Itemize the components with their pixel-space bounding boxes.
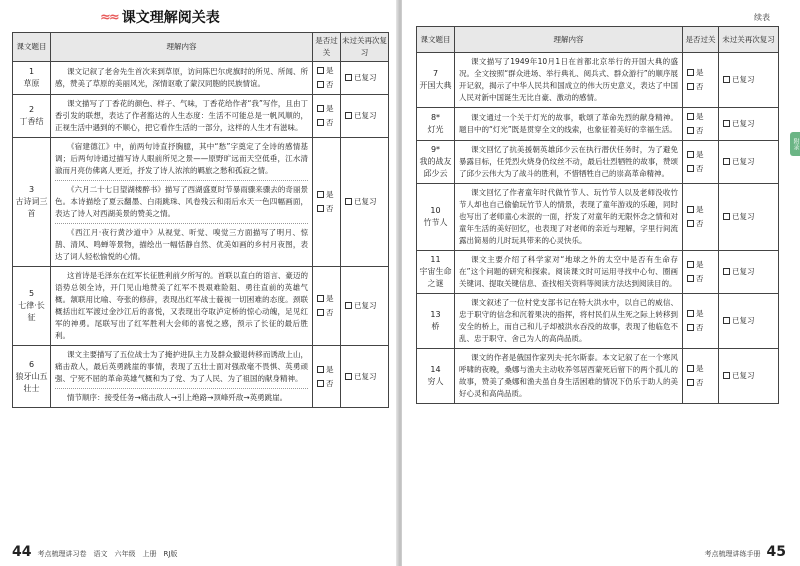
checkbox-icon[interactable]	[687, 113, 694, 120]
pass-yes-label: 是	[696, 205, 704, 214]
lesson-number: 6	[28, 359, 35, 369]
pass-yes-label: 是	[696, 364, 704, 373]
review-label: 已复习	[732, 316, 755, 325]
pass-yes-label: 是	[696, 260, 704, 269]
content-paragraph: 这首诗是毛泽东在红军长征胜利前夕所写的。首联以直白的语言、豪迈的语势总领全诗，开门见山地赞美了红军不畏艰难险阻、勇往直前的英雄气概。颔联用比喻、夸张的修辞，表现出红军战士藐视一切困难的态度。颈联概括出红军渡过金沙江后的喜悦，又表现出夺取泸定桥的惊心动魄，足见红军的神勇。尾联写出了红军胜利大会师的喜悦之感，预示了长征的最后胜利。	[55, 271, 308, 340]
table-row	[417, 294, 779, 349]
lesson-title-cell	[13, 62, 51, 95]
lesson-number: 7	[432, 69, 439, 78]
pass-yes-option[interactable]	[317, 188, 336, 202]
review-cell	[341, 346, 389, 408]
footer-text: 考点梳理讲练手册	[704, 550, 761, 558]
review-option[interactable]	[345, 109, 384, 123]
checkbox-icon[interactable]	[317, 67, 324, 74]
pass-no-label: 否	[326, 204, 334, 213]
content-cell	[455, 184, 683, 251]
pass-cell	[683, 251, 719, 294]
lesson-title-cell	[417, 53, 455, 108]
review-label: 已复习	[354, 111, 377, 120]
pass-cell	[313, 346, 341, 408]
table-row	[13, 346, 389, 408]
checkbox-icon[interactable]	[317, 191, 324, 198]
pass-yes-option[interactable]	[687, 307, 714, 321]
checkbox-icon[interactable]	[317, 366, 324, 373]
content-paragraph: 情节顺序：接受任务→痛击敌人→引上绝路→顶峰歼敌→英勇跳崖。	[55, 388, 308, 404]
lesson-number: 8*	[430, 113, 441, 122]
header-pass: 是否过关	[683, 27, 719, 53]
content-paragraph: 《西江月·夜行黄沙道中》从视觉、听觉、嗅觉三方面描写了明月、惊鹊、清风、鸣蝉等景物，描绘出一幅恬静自然、优美如画的乡村月夜图，表达了词人轻松愉悦的心情。	[55, 223, 308, 263]
review-option[interactable]	[723, 265, 774, 279]
lesson-number: 5	[28, 289, 35, 298]
pass-cell	[683, 141, 719, 184]
pass-yes-label: 是	[326, 294, 334, 303]
review-cell	[341, 138, 389, 267]
lesson-number: 3	[28, 185, 35, 194]
page-number: 44	[12, 544, 32, 560]
lesson-title-cell	[13, 267, 51, 346]
checkbox-icon[interactable]	[345, 198, 352, 205]
lesson-title: 开国大典	[419, 81, 452, 90]
pass-no-option[interactable]	[687, 376, 714, 390]
lesson-number: 10	[430, 206, 441, 215]
review-label: 已复习	[732, 75, 755, 84]
content-paragraph: 课文主要介绍了科学家对“地球之外的太空中是否有生命存在”这个问题的研究和探索。阅读课文时可运用寻找中心句、圈画关键词、提取关键信息、查找相关资料等阅读方法达到阅读目的。	[459, 255, 678, 288]
pass-yes-option[interactable]	[317, 292, 336, 306]
table-header-row	[13, 33, 389, 62]
table-row	[417, 53, 779, 108]
continued-label: 续表	[754, 13, 770, 22]
checkbox-icon[interactable]	[687, 165, 694, 172]
pass-no-label: 否	[696, 274, 704, 283]
review-option[interactable]	[723, 155, 774, 169]
pass-yes-label: 是	[696, 112, 704, 121]
pass-yes-option[interactable]	[317, 102, 336, 116]
table-row	[417, 184, 779, 251]
checkbox-icon[interactable]	[687, 379, 694, 386]
right-footer	[705, 544, 786, 560]
pass-yes-label: 是	[326, 190, 334, 199]
content-paragraph: 课文通过一个关于灯光的故事，歌颂了革命先烈的献身精神。题目中的“灯光”既是贯穿全文的线索，也象征着美好的幸福生活。	[459, 113, 678, 134]
checkbox-icon[interactable]	[317, 309, 324, 316]
pass-no-label: 否	[696, 82, 704, 91]
table-row	[417, 349, 779, 404]
review-label: 已复习	[732, 212, 755, 221]
lesson-number: 13	[430, 310, 441, 319]
checkbox-icon[interactable]	[317, 295, 324, 302]
pass-no-option[interactable]	[317, 306, 336, 320]
checkbox-icon[interactable]	[345, 74, 352, 81]
pass-no-option[interactable]	[317, 377, 336, 391]
header-title: 课文题目	[13, 33, 51, 62]
pass-no-option[interactable]	[687, 80, 714, 94]
pass-yes-option[interactable]	[317, 363, 336, 377]
table-row	[417, 108, 779, 141]
review-option[interactable]	[723, 117, 774, 131]
checkbox-icon[interactable]	[723, 372, 730, 379]
review-label: 已复习	[354, 197, 377, 206]
right-reading-table	[416, 26, 779, 404]
header-review: 未过关再次复习	[719, 27, 779, 53]
right-page	[402, 0, 800, 566]
content-paragraph: 课文描写了丁香花的颜色、样子、气味，丁香花给作者“我”写作，且由丁香引发的联想，表达了作者豁达的人生态度：生活不可能总是一帆风顺的，正视生活中遇到的不顺心，把它看作生活的一部分，这样的人生才有滋味。	[55, 99, 308, 132]
review-option[interactable]	[723, 314, 774, 328]
content-cell	[455, 108, 683, 141]
pass-no-option[interactable]	[317, 116, 336, 130]
lesson-title-cell	[417, 141, 455, 184]
checkbox-icon[interactable]	[687, 275, 694, 282]
review-option[interactable]	[345, 195, 384, 209]
pass-yes-label: 是	[326, 104, 334, 113]
checkbox-icon[interactable]	[723, 317, 730, 324]
review-cell	[341, 95, 389, 138]
pass-no-option[interactable]	[687, 162, 714, 176]
content-cell	[51, 267, 313, 346]
content-cell	[455, 251, 683, 294]
lesson-title: 灯光	[427, 125, 444, 134]
pass-no-label: 否	[326, 308, 334, 317]
checkbox-icon[interactable]	[317, 105, 324, 112]
lesson-title: 狼牙山五壮士	[15, 371, 48, 393]
content-cell	[455, 141, 683, 184]
checkbox-icon[interactable]	[723, 158, 730, 165]
content-paragraph: 课文叙述了一位村党支部书记在特大洪水中，以自己的威信、忠于职守的信念和沉着果决的指挥，将村民们从生死之际上转移到安全的桥上，而自己和儿子却被洪水吞没的故事，表现了他临危不乱、忠于职守、舍己为人的高尚品质。	[459, 298, 678, 343]
pass-no-option[interactable]	[687, 124, 714, 138]
review-cell	[719, 294, 779, 349]
checkbox-icon[interactable]	[317, 205, 324, 212]
pass-no-option[interactable]	[687, 321, 714, 335]
pass-no-option[interactable]	[317, 78, 336, 92]
header-pass: 是否过关	[313, 33, 341, 62]
checkbox-icon[interactable]	[687, 365, 694, 372]
checkbox-icon[interactable]	[687, 206, 694, 213]
left-reading-table	[12, 32, 389, 408]
review-label: 已复习	[354, 73, 377, 82]
table-title	[100, 6, 220, 28]
checkbox-icon[interactable]	[687, 261, 694, 268]
lesson-title: 古诗词三首	[15, 197, 48, 218]
review-cell	[719, 141, 779, 184]
review-cell	[719, 349, 779, 404]
pass-yes-label: 是	[696, 150, 704, 159]
table-title-text: 课文理解阅关表	[121, 10, 220, 26]
pass-yes-option[interactable]	[687, 110, 714, 124]
review-cell	[719, 53, 779, 108]
pass-no-option[interactable]	[317, 202, 336, 216]
pass-yes-option[interactable]	[687, 258, 714, 272]
lesson-title-cell	[417, 108, 455, 141]
review-option[interactable]	[723, 73, 774, 87]
lesson-title: 丁香结	[19, 117, 44, 126]
table-row	[13, 267, 389, 346]
content-paragraph: 课文主要描写了五位战士为了掩护进队主力及群众撤退转移而诱敌上山，痛击敌人，最后英勇跳崖的事情，表现了五壮士面对强敌毫不畏惧、英勇顽强、宁死不屈的革命英雄气概和为了党、为了人民、为了祖国的献身精神。	[55, 350, 308, 383]
content-paragraph: 课文回忆了作者童年时代做竹节人、玩竹节人以及老师没收竹节人却也自己偷偷玩竹节人的情景，表现了童年游戏的乐趣，同时也写出了老师童心未泯的一面，抒发了对童年的无限怀念之情和对童年生活的美好回忆，也表现了对老师的亲近与理解，字里行间流露出简易的儿时玩具带来的心灵快乐。	[459, 188, 678, 245]
content-paragraph: 《六月二十七日望湖楼醉书》描写了西湖盛夏时节暴雨骤来骤去的奇丽景色。本诗描绘了夏云翻墨、白雨跳珠、风卷残云和雨后水天一色四幅画面，表达了诗人对西湖美景的赞美之情。	[55, 180, 308, 220]
review-cell	[719, 251, 779, 294]
lesson-title: 七律·长征	[18, 301, 45, 322]
review-option[interactable]	[345, 71, 384, 85]
review-option[interactable]	[345, 370, 384, 384]
table-header-row	[417, 27, 779, 53]
checkbox-icon[interactable]	[687, 310, 694, 317]
checkbox-icon[interactable]	[723, 76, 730, 83]
header-title: 课文题目	[417, 27, 455, 53]
lesson-number: 1	[28, 67, 35, 76]
content-cell	[51, 138, 313, 267]
review-label: 已复习	[354, 301, 377, 310]
content-cell	[455, 294, 683, 349]
table-row	[13, 95, 389, 138]
pass-no-label: 否	[696, 323, 704, 332]
review-option[interactable]	[723, 210, 774, 224]
content-paragraph: 《宿建德江》中，前两句诗直抒胸臆，其中“愁”字奠定了全诗的感情基调；后两句诗通过描写诗人眼前所见之景——原野旷远而天空低垂，江水清澈而月亮仿佛离人更近，抒发了诗人浓浓的羁旅之愁和孤寂之情。	[55, 142, 308, 175]
review-option[interactable]	[345, 299, 384, 313]
side-tab-appendix[interactable]: 附录	[790, 132, 800, 156]
lesson-title-cell	[13, 346, 51, 408]
checkbox-icon[interactable]	[317, 119, 324, 126]
pass-yes-label: 是	[696, 68, 704, 77]
lesson-title: 桥	[431, 322, 440, 331]
content-cell	[51, 346, 313, 408]
content-cell	[455, 349, 683, 404]
content-paragraph: 课文回忆了抗美援朝英雄邱少云在执行潜伏任务时，为了避免暴露目标，任凭烈火烧身仍纹丝不动，最后壮烈牺牲的故事，赞颂了邱少云伟大为了战斗的胜利，不惜牺牲自己的崇高革命精神。	[459, 145, 678, 178]
pass-no-label: 否	[326, 80, 334, 89]
title-decoration-icon: ≈≈	[100, 9, 118, 25]
review-option[interactable]	[723, 369, 774, 383]
table-row	[13, 62, 389, 95]
header-content: 理解内容	[455, 27, 683, 53]
content-cell	[455, 53, 683, 108]
checkbox-icon[interactable]	[687, 324, 694, 331]
pass-cell	[313, 267, 341, 346]
content-cell	[51, 62, 313, 95]
left-page	[0, 0, 398, 566]
lesson-title: 宇宙生命之谜	[419, 267, 452, 288]
checkbox-icon[interactable]	[687, 127, 694, 134]
checkbox-icon[interactable]	[345, 302, 352, 309]
review-label: 已复习	[732, 371, 755, 380]
table-row	[417, 251, 779, 294]
lesson-number: 11	[430, 255, 441, 264]
review-cell	[719, 184, 779, 251]
lesson-title-cell	[417, 251, 455, 294]
pass-cell	[683, 53, 719, 108]
review-label: 已复习	[732, 157, 755, 166]
pass-no-label: 否	[696, 378, 704, 387]
lesson-title: 竹节人	[423, 218, 448, 227]
review-cell	[341, 62, 389, 95]
checkbox-icon[interactable]	[687, 83, 694, 90]
pass-yes-option[interactable]	[687, 148, 714, 162]
pass-yes-option[interactable]	[687, 362, 714, 376]
content-paragraph: 课文记叙了老舍先生首次来到草原，访问陈巴尔虎旗时的所见、所闻、所感，赞美了草原的美丽风光，深情讴歌了蒙汉同胞的民族情谊。	[55, 67, 308, 88]
lesson-number: 2	[28, 105, 35, 114]
pass-yes-label: 是	[696, 309, 704, 318]
footer-text: 考点梳理讲习卷 语文 六年级 上册 RJ版	[37, 550, 178, 558]
lesson-title: 草原	[23, 79, 40, 88]
pass-no-label: 否	[696, 219, 704, 228]
review-label: 已复习	[732, 119, 755, 128]
checkbox-icon[interactable]	[723, 213, 730, 220]
checkbox-icon[interactable]	[687, 220, 694, 227]
content-paragraph: 课文描写了1949年10月1日在首都北京举行的开国大典的盛况。全文按照“群众进场、举行典礼、阅兵式、群众游行”的顺序展开记叙，揭示了中华人民共和国成立的伟大历史意义，表达了中国人民对新中国诞生无比自豪、激动的感情。	[459, 57, 678, 102]
pass-no-option[interactable]	[687, 272, 714, 286]
lesson-number: 9*	[430, 145, 441, 154]
review-cell	[341, 267, 389, 346]
pass-no-label: 否	[696, 164, 704, 173]
pass-no-label: 否	[696, 126, 704, 135]
lesson-title-cell	[13, 138, 51, 267]
table-row	[13, 138, 389, 267]
checkbox-icon[interactable]	[723, 120, 730, 127]
page-number: 45	[766, 544, 786, 560]
checkbox-icon[interactable]	[687, 151, 694, 158]
pass-no-option[interactable]	[687, 217, 714, 231]
pass-cell	[683, 349, 719, 404]
content-cell	[51, 95, 313, 138]
lesson-title: 我的战友邱少云	[419, 157, 452, 178]
lesson-title-cell	[417, 294, 455, 349]
lesson-number: 14	[430, 365, 441, 374]
checkbox-icon[interactable]	[687, 69, 694, 76]
table-row	[417, 141, 779, 184]
pass-cell	[313, 138, 341, 267]
checkbox-icon[interactable]	[317, 380, 324, 387]
lesson-title-cell	[417, 349, 455, 404]
pass-cell	[683, 184, 719, 251]
pass-yes-option[interactable]	[687, 203, 714, 217]
content-paragraph: 课文的作者是俄国作家列夫·托尔斯泰。本文记叙了在一个寒风呼啸的夜晚，桑娜与渔夫主动收养邻居西蒙死后留下的两个孤儿的故事，赞美了桑娜和渔夫虽自身生活困难的情况下仍乐于助人的美好心灵和高尚品质。	[459, 353, 678, 398]
pass-yes-label: 是	[326, 364, 334, 374]
pass-yes-label: 是	[326, 66, 334, 75]
checkbox-icon[interactable]	[317, 81, 324, 88]
pass-cell	[683, 294, 719, 349]
pass-no-label: 否	[326, 378, 334, 388]
header-review: 未过关再次复习	[341, 33, 389, 62]
pass-cell	[313, 62, 341, 95]
left-footer	[12, 544, 177, 560]
review-label: 已复习	[354, 371, 377, 381]
pass-no-label: 否	[326, 118, 334, 127]
lesson-title-cell	[417, 184, 455, 251]
pass-yes-option[interactable]	[687, 66, 714, 80]
pass-cell	[683, 108, 719, 141]
review-cell	[719, 108, 779, 141]
checkbox-icon[interactable]	[345, 373, 352, 380]
pass-yes-option[interactable]	[317, 64, 336, 78]
header-content: 理解内容	[51, 33, 313, 62]
lesson-title: 穷人	[427, 377, 444, 386]
lesson-title-cell	[13, 95, 51, 138]
pass-cell	[313, 95, 341, 138]
checkbox-icon[interactable]	[723, 268, 730, 275]
checkbox-icon[interactable]	[345, 112, 352, 119]
review-label: 已复习	[732, 267, 755, 276]
